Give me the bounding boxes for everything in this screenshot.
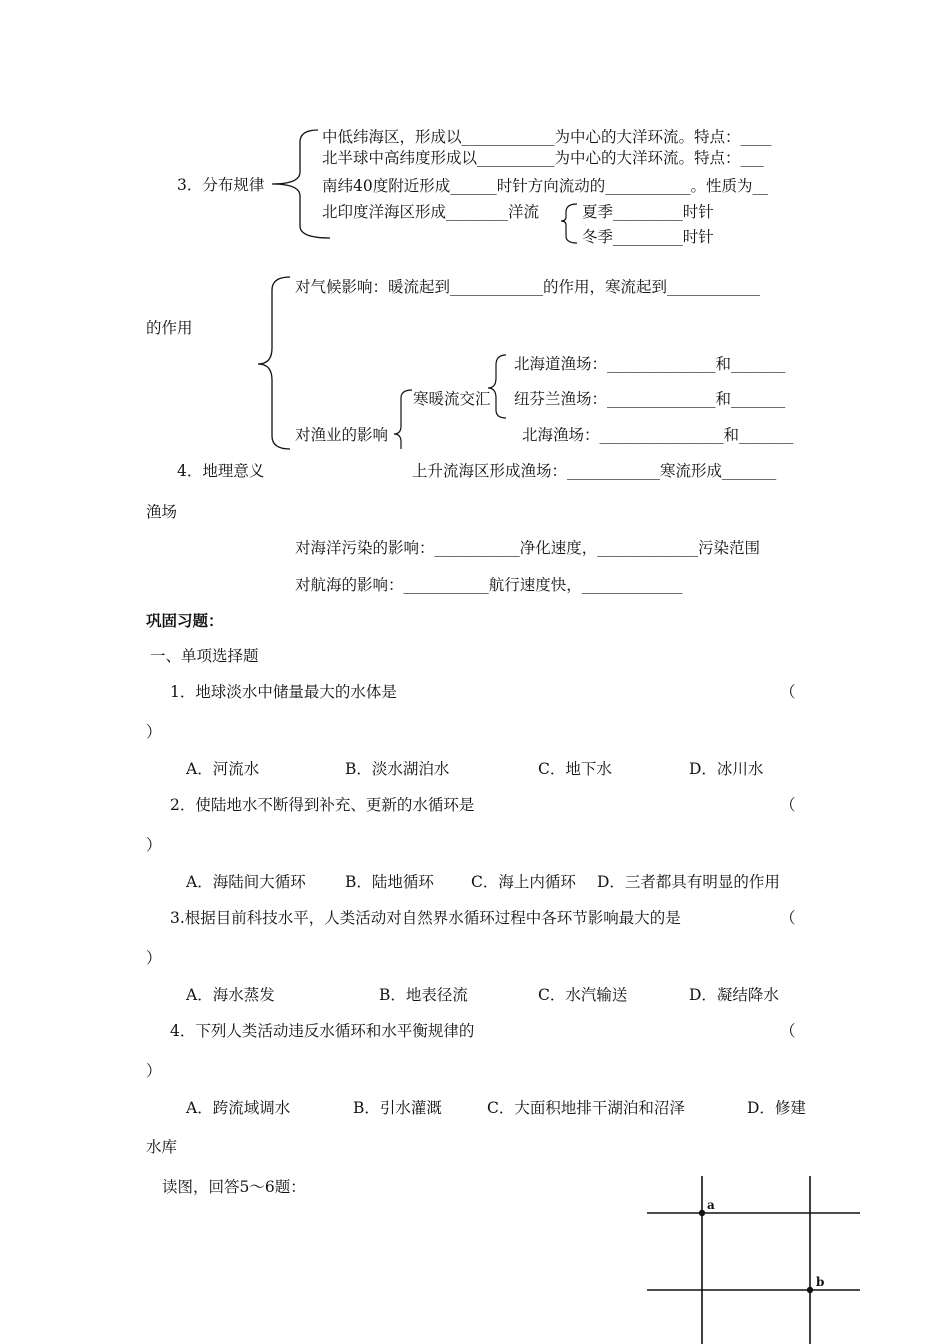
q2-option-c: C．海上内循环 xyxy=(471,873,576,891)
upwelling-line: 上升流海区形成渔场：____________寒流形成_______ xyxy=(412,462,777,480)
q4-paren-close: ） xyxy=(146,1062,162,1080)
q4-option-d: D．修建 xyxy=(747,1099,806,1117)
q1-paren-open: （ xyxy=(780,683,796,701)
q4-paren-open: （ xyxy=(780,1022,796,1040)
section3-line2: 北半球中高纬度形成以__________为中心的大洋环流。特点：___ xyxy=(322,149,764,167)
q3-option-c: C．水汽输送 xyxy=(538,986,628,1004)
northsea-line: 北海渔场：________________和_______ xyxy=(522,426,794,444)
exercises-heading: 巩固习题： xyxy=(146,611,224,630)
question-3: 3.根据目前科技水平，人类活动对自然界水循环过程中各环节影响最大的是 xyxy=(170,909,681,927)
q4-option-c: C．大面积地排干湖泊和沼泽 xyxy=(487,1099,685,1117)
q2-option-a: A．海陆间大循环 xyxy=(186,873,306,891)
q3-paren-close: ） xyxy=(146,949,162,967)
q2-option-b: B．陆地循环 xyxy=(345,873,434,891)
read-figure-prompt: 读图，回答5～6题： xyxy=(162,1178,306,1196)
climate-line: 对气候影响：暖流起到____________的作用，寒流起到____________ xyxy=(295,278,761,296)
q3-option-b: B．地表径流 xyxy=(379,986,468,1004)
section3-label: 3．分布规律 xyxy=(177,176,265,194)
hokkaido-line: 北海道渔场：______________和_______ xyxy=(514,355,786,373)
question-1: 1．地球淡水中储量最大的水体是 xyxy=(170,683,397,701)
point-b-label: b xyxy=(816,1275,825,1289)
pollution-line: 对海洋污染的影响：___________净化速度，_____________污染范围 xyxy=(295,539,761,557)
q2-option-d: D．三者都具有明显的作用 xyxy=(597,873,780,891)
q3-option-a: A．海水蒸发 xyxy=(186,986,275,1004)
warm-cold-label: 寒暖流交汇 xyxy=(413,390,491,408)
q1-option-d: D．冰川水 xyxy=(689,760,764,778)
q2-paren-open: （ xyxy=(780,796,796,814)
navigation-line: 对航海的影响：___________航行速度快，_____________ xyxy=(295,576,683,594)
fishery-label: 对渔业的影响 xyxy=(295,426,389,444)
q1-paren-close: ） xyxy=(146,723,162,741)
section3-line1: 中低纬海区，形成以____________为中心的大洋环流。特点：____ xyxy=(322,128,772,146)
point-a-label: a xyxy=(707,1198,715,1212)
part1-heading: 一、单项选择题 xyxy=(150,647,259,665)
upwelling-line-cont: 渔场 xyxy=(146,503,178,521)
section3-line4: 北印度洋海区形成________洋流 xyxy=(322,203,540,221)
q1-option-b: B．淡水湖泊水 xyxy=(345,760,450,778)
q4-option-d-cont: 水库 xyxy=(146,1138,178,1156)
question-4: 4．下列人类活动违反水循环和水平衡规律的 xyxy=(170,1022,475,1040)
q2-paren-close: ） xyxy=(146,836,162,854)
section3-summer: 夏季_________时针 xyxy=(582,203,714,221)
section4-label: 4．地理意义 xyxy=(177,462,265,480)
section3-winter: 冬季_________时针 xyxy=(582,228,714,246)
q3-paren-open: （ xyxy=(780,909,796,927)
q1-option-a: A．河流水 xyxy=(186,760,260,778)
q1-option-c: C．地下水 xyxy=(538,760,612,778)
q3-option-d: D．凝结降水 xyxy=(689,986,779,1004)
point-b xyxy=(807,1287,813,1293)
point-a xyxy=(699,1210,705,1216)
q4-option-b: B．引水灌溉 xyxy=(353,1099,442,1117)
climate-line-cont: 的作用 xyxy=(146,319,193,337)
question-2: 2．使陆地水不断得到补充、更新的水循环是 xyxy=(170,796,475,814)
section3-line3: 南纬40度附近形成______时针方向流动的___________。性质为__ xyxy=(322,177,768,195)
q4-option-a: A．跨流域调水 xyxy=(186,1099,291,1117)
newfoundland-line: 纽芬兰渔场：______________和_______ xyxy=(514,390,786,408)
